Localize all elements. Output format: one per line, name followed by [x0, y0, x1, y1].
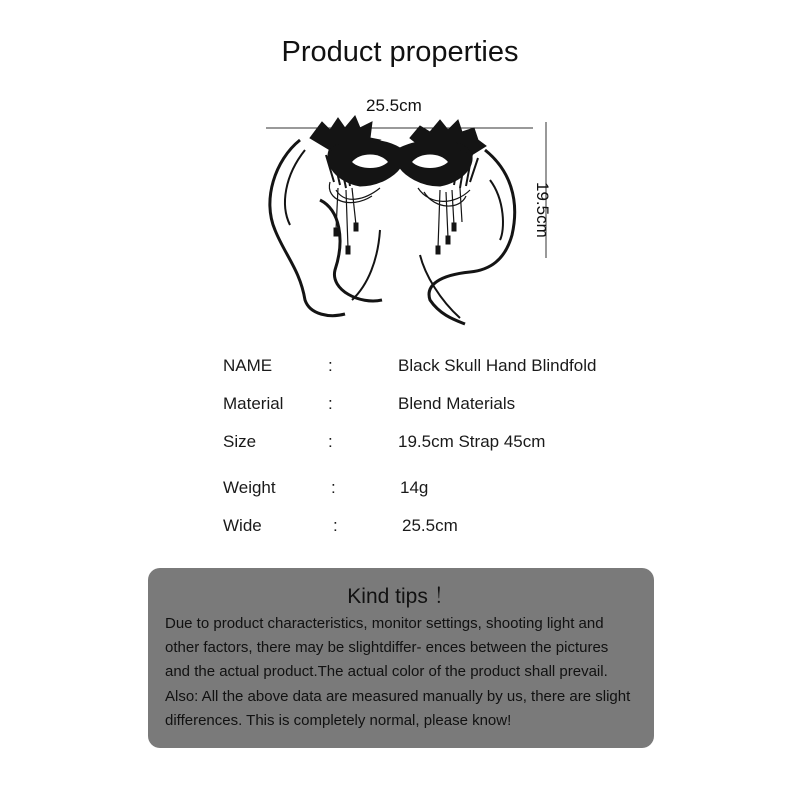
- height-dimension-label: 19.5cm: [533, 182, 552, 238]
- product-figure: [0, 0, 800, 340]
- spec-value: 19.5cm Strap 45cm: [398, 432, 546, 451]
- spec-value: Blend Materials: [398, 394, 516, 413]
- page-title: Product properties: [281, 36, 519, 68]
- spec-label: NAME: [223, 356, 273, 375]
- spec-value: 14g: [400, 478, 429, 497]
- black-skull-hand-mask-image: [270, 116, 515, 324]
- tips-line: other factors, there may be slightdiffer- ences between the pictures: [165, 639, 609, 657]
- spec-colon: :: [328, 394, 333, 413]
- product-image: [0, 0, 800, 340]
- spec-colon: :: [331, 478, 336, 497]
- width-dimension-label: 25.5cm: [366, 96, 422, 115]
- spec-row-weight: [0, 478, 800, 502]
- spec-value: 25.5cm: [402, 516, 458, 535]
- kind-tips-text: [165, 612, 655, 733]
- spec-colon: :: [333, 516, 338, 535]
- tips-line: and the actual product.The actual color of the product shall prevail.: [165, 663, 608, 681]
- spec-colon: :: [328, 356, 333, 375]
- spec-colon: :: [328, 432, 333, 451]
- spec-row-wide: [0, 516, 800, 540]
- spec-row-material: [0, 394, 800, 418]
- tips-line: differences. This is completely normal, please know!: [165, 711, 512, 729]
- spec-label: Weight: [223, 478, 276, 497]
- tips-line: Due to product characteristics, monitor settings, shooting light and: [165, 615, 604, 632]
- spec-label: Size: [223, 432, 257, 451]
- spec-value: Black Skull Hand Blindfold: [398, 356, 597, 375]
- spec-label: Wide: [223, 516, 262, 535]
- kind-tips-title: Kind tips ！: [347, 585, 455, 608]
- tips-line: Also: All the above data are measured manually by us, there are slight: [165, 687, 631, 705]
- spec-row-name: [0, 356, 800, 380]
- spec-row-size: [0, 432, 800, 456]
- spec-label: Material: [223, 394, 284, 413]
- kind-tips-box: [148, 568, 654, 748]
